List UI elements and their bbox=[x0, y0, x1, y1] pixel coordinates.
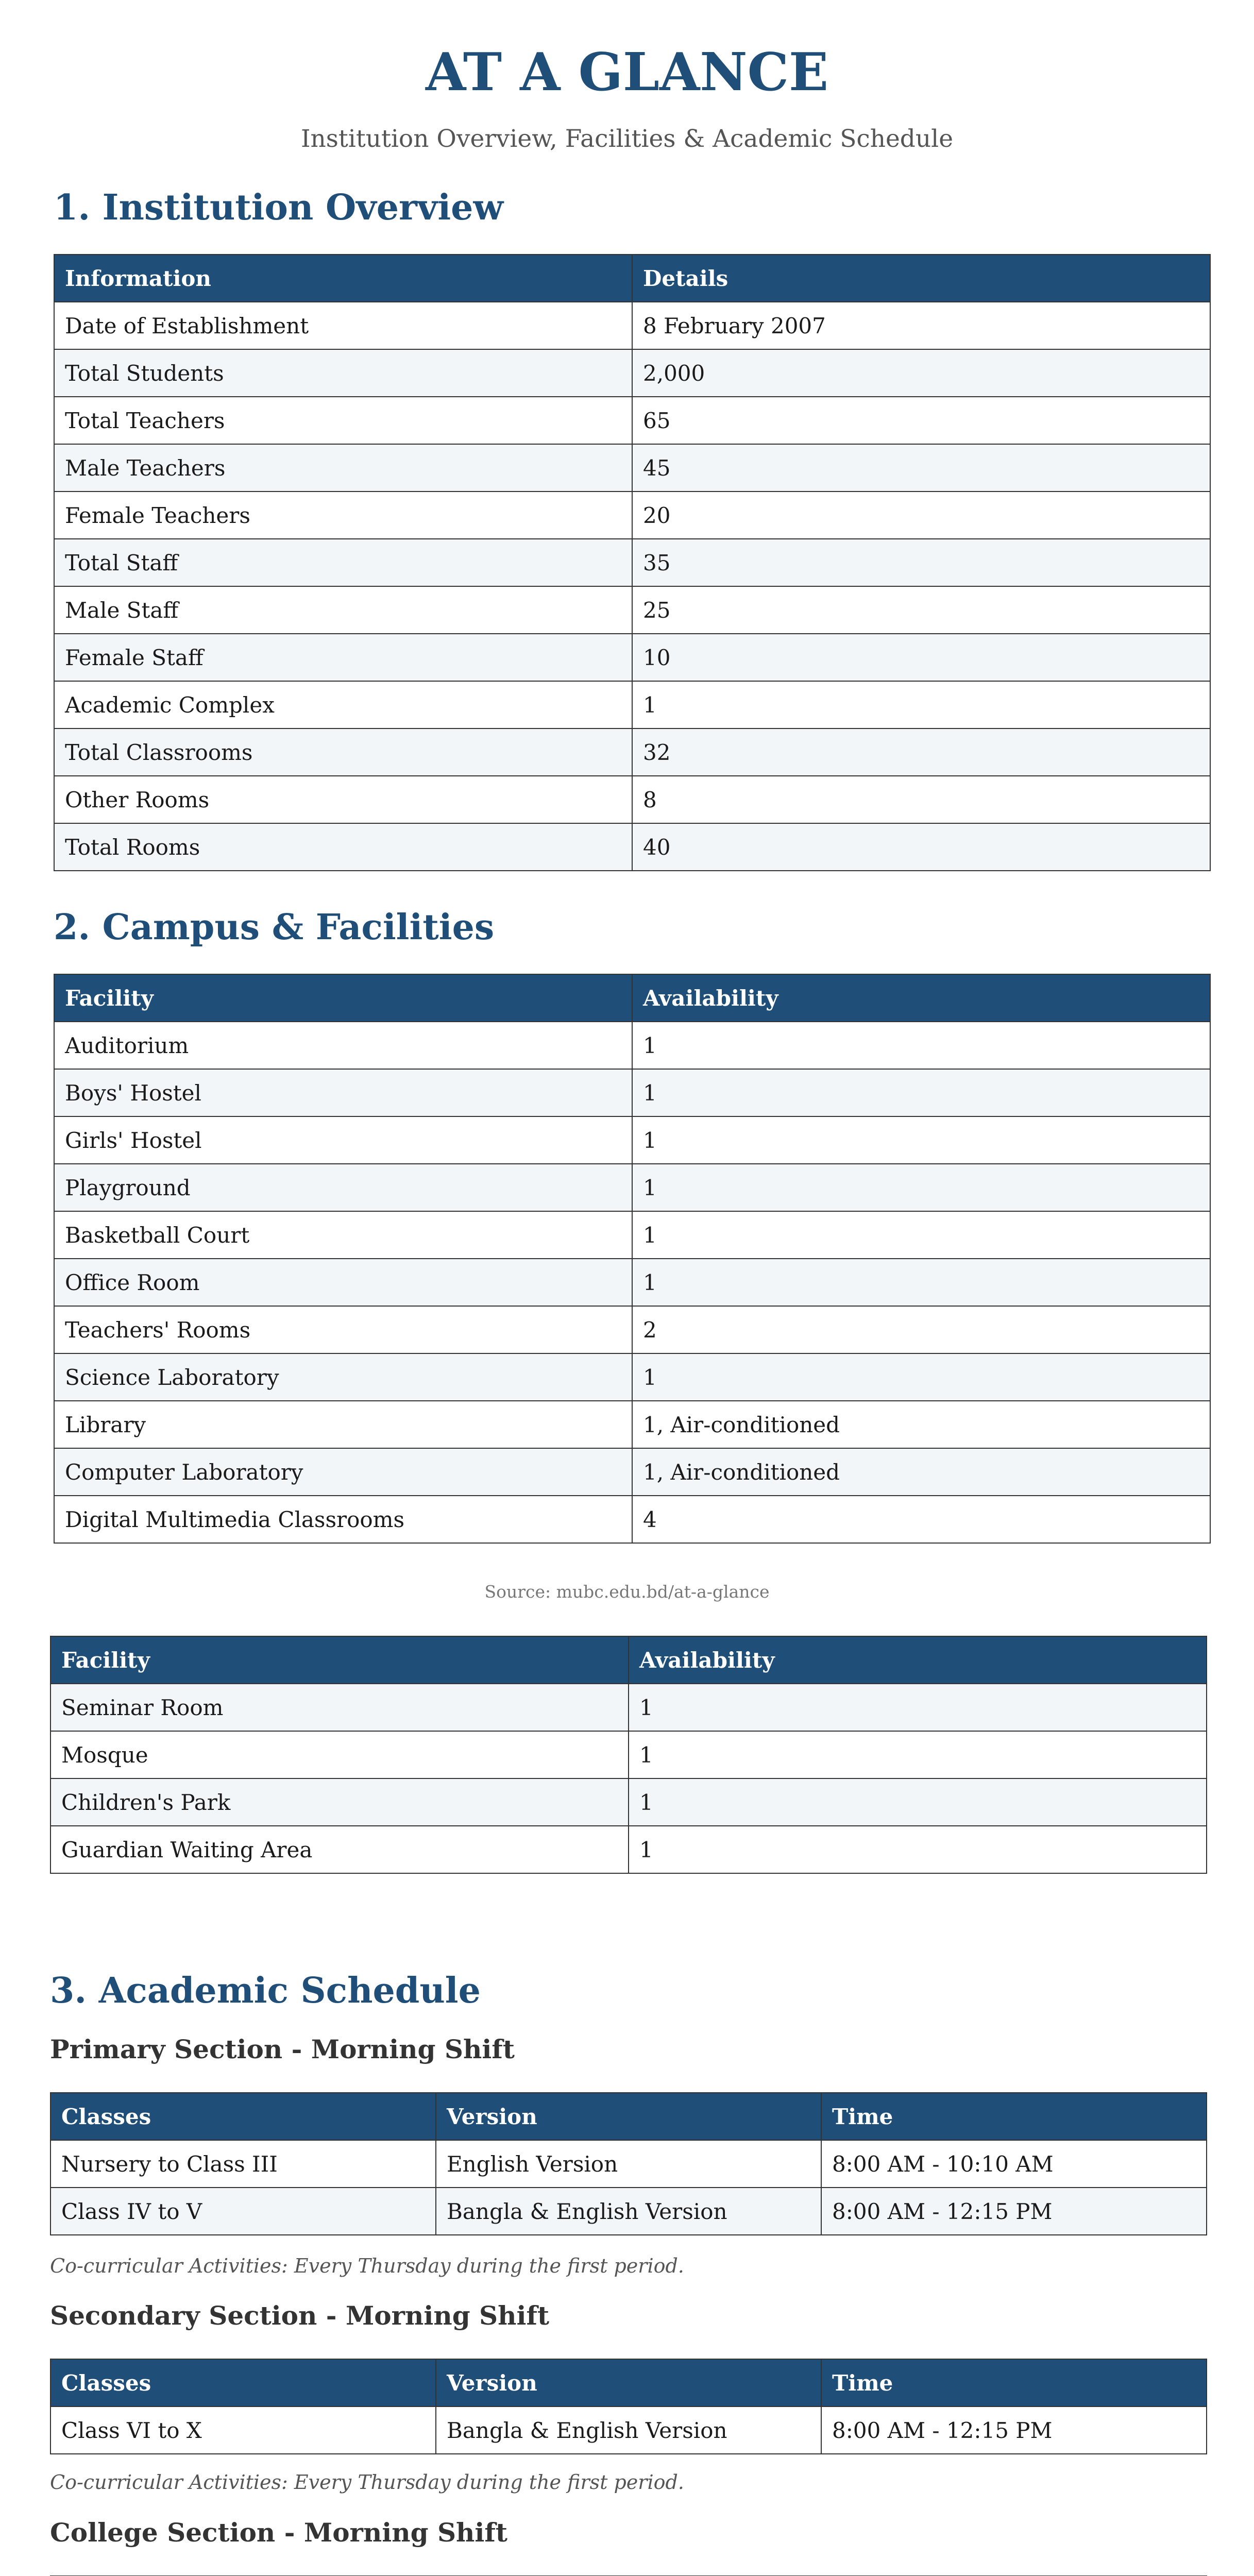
table-row bbox=[54, 1496, 1210, 1543]
table-row bbox=[54, 539, 1210, 586]
table-row bbox=[54, 444, 1210, 492]
column-header: Availability bbox=[632, 974, 1210, 1022]
section-heading-overview: 1. Institution Overview bbox=[54, 187, 503, 228]
column-header: Time bbox=[821, 2093, 1207, 2140]
column-header: Details bbox=[632, 255, 1210, 302]
table-header-row bbox=[54, 255, 1210, 302]
activities-note: Co-curricular Activities: Every Thursday during the first period. bbox=[50, 2255, 684, 2277]
table-cell: 1 bbox=[632, 681, 1210, 728]
table-cell: 1 bbox=[632, 1116, 1210, 1164]
table-cell: 1 bbox=[632, 1259, 1210, 1306]
table-cell: 1 bbox=[632, 1022, 1210, 1069]
table-cell: 2,000 bbox=[632, 349, 1210, 397]
subsection-title-secondary: Secondary Section - Morning Shift bbox=[50, 2300, 550, 2331]
table-cell: Digital Multimedia Classrooms bbox=[54, 1496, 632, 1543]
column-header: Facility bbox=[50, 1636, 629, 1684]
table-row bbox=[50, 2406, 1207, 2454]
table-cell: 65 bbox=[632, 397, 1210, 444]
table-row bbox=[50, 1684, 1207, 1731]
table-cell: 1 bbox=[629, 1778, 1207, 1826]
table-cell: Total Rooms bbox=[54, 823, 632, 871]
page-subtitle: Institution Overview, Facilities & Academic Schedule bbox=[300, 125, 954, 153]
table-cell: 8:00 AM - 10:10 AM bbox=[821, 2140, 1207, 2188]
table-row bbox=[54, 397, 1210, 444]
table-cell: Guardian Waiting Area bbox=[50, 1826, 629, 1873]
overview-table bbox=[54, 254, 1211, 871]
table-cell: 1, Air-conditioned bbox=[632, 1401, 1210, 1448]
table-cell: Playground bbox=[54, 1164, 632, 1211]
table-cell: Seminar Room bbox=[50, 1684, 629, 1731]
activities-note: Co-curricular Activities: Every Thursday during the first period. bbox=[50, 2471, 684, 2494]
subsection-title-primary: Primary Section - Morning Shift bbox=[50, 2034, 515, 2064]
table-cell: Office Room bbox=[54, 1259, 632, 1306]
table-cell: Teachers' Rooms bbox=[54, 1306, 632, 1353]
section-heading-schedule: 3. Academic Schedule bbox=[50, 1970, 481, 2011]
table-row bbox=[54, 1069, 1210, 1116]
table-row bbox=[54, 634, 1210, 681]
table-row bbox=[54, 823, 1210, 871]
table-cell: Female Staff bbox=[54, 634, 632, 681]
table-cell: 1 bbox=[632, 1164, 1210, 1211]
table-cell: 8 February 2007 bbox=[632, 302, 1210, 349]
table-row bbox=[54, 1306, 1210, 1353]
table-row bbox=[50, 2188, 1207, 2235]
table-cell: 2 bbox=[632, 1306, 1210, 1353]
table-cell: Date of Establishment bbox=[54, 302, 632, 349]
table-row bbox=[54, 776, 1210, 823]
table-row bbox=[54, 1259, 1210, 1306]
table-row bbox=[54, 728, 1210, 776]
table-row bbox=[54, 586, 1210, 634]
table-cell: Library bbox=[54, 1401, 632, 1448]
table-cell: Mosque bbox=[50, 1731, 629, 1778]
table-cell: 1 bbox=[629, 1826, 1207, 1873]
table-header-row bbox=[50, 2359, 1207, 2406]
table-cell: 1, Air-conditioned bbox=[632, 1448, 1210, 1496]
table-cell: 1 bbox=[629, 1731, 1207, 1778]
table-cell: 8:00 AM - 12:15 PM bbox=[821, 2406, 1207, 2454]
table-cell: English Version bbox=[436, 2140, 821, 2188]
table-row bbox=[54, 349, 1210, 397]
table-row bbox=[54, 1353, 1210, 1401]
table-cell: Bangla & English Version bbox=[436, 2188, 821, 2235]
page-title: AT A GLANCE bbox=[425, 41, 828, 103]
column-header: Classes bbox=[50, 2093, 436, 2140]
table-row bbox=[54, 492, 1210, 539]
table-row bbox=[54, 1022, 1210, 1069]
column-header: Information bbox=[54, 255, 632, 302]
column-header: Facility bbox=[54, 974, 632, 1022]
table-cell: 25 bbox=[632, 586, 1210, 634]
table-cell: 1 bbox=[629, 1684, 1207, 1731]
table-cell: 1 bbox=[632, 1211, 1210, 1259]
table-cell: Girls' Hostel bbox=[54, 1116, 632, 1164]
section-heading-facilities: 2. Campus & Facilities bbox=[54, 907, 495, 948]
table-header-row bbox=[50, 1636, 1207, 1684]
table-row bbox=[50, 1826, 1207, 1873]
column-header: Classes bbox=[50, 2359, 436, 2406]
table-cell: 10 bbox=[632, 634, 1210, 681]
facilities-table-continued bbox=[50, 1636, 1207, 1874]
table-cell: Nursery to Class III bbox=[50, 2140, 436, 2188]
table-cell: 40 bbox=[632, 823, 1210, 871]
column-header: Version bbox=[436, 2359, 821, 2406]
table-cell: 35 bbox=[632, 539, 1210, 586]
table-header-row bbox=[50, 2093, 1207, 2140]
table-cell: Total Students bbox=[54, 349, 632, 397]
table-row bbox=[50, 1778, 1207, 1826]
table-cell: Children's Park bbox=[50, 1778, 629, 1826]
schedule-table-primary bbox=[50, 2092, 1207, 2235]
table-cell: 1 bbox=[632, 1069, 1210, 1116]
table-cell: 8:00 AM - 12:15 PM bbox=[821, 2188, 1207, 2235]
table-cell: Academic Complex bbox=[54, 681, 632, 728]
table-row bbox=[54, 1211, 1210, 1259]
table-cell: 4 bbox=[632, 1496, 1210, 1543]
column-header: Time bbox=[821, 2359, 1207, 2406]
table-cell: Science Laboratory bbox=[54, 1353, 632, 1401]
table-cell: Class IV to V bbox=[50, 2188, 436, 2235]
table-row bbox=[54, 681, 1210, 728]
facilities-table bbox=[54, 974, 1211, 1544]
table-cell: Male Teachers bbox=[54, 444, 632, 492]
table-cell: Total Staff bbox=[54, 539, 632, 586]
table-row bbox=[54, 1116, 1210, 1164]
column-header: Availability bbox=[629, 1636, 1207, 1684]
table-cell: 45 bbox=[632, 444, 1210, 492]
table-cell: Class VI to X bbox=[50, 2406, 436, 2454]
table-row bbox=[54, 1448, 1210, 1496]
table-cell: Male Staff bbox=[54, 586, 632, 634]
table-cell: Boys' Hostel bbox=[54, 1069, 632, 1116]
table-cell: Other Rooms bbox=[54, 776, 632, 823]
table-cell: 20 bbox=[632, 492, 1210, 539]
subsection-title-college: College Section - Morning Shift bbox=[50, 2517, 508, 2548]
table-cell: Total Teachers bbox=[54, 397, 632, 444]
table-row bbox=[54, 302, 1210, 349]
table-cell: Female Teachers bbox=[54, 492, 632, 539]
table-row bbox=[50, 1731, 1207, 1778]
table-cell: Auditorium bbox=[54, 1022, 632, 1069]
table-row bbox=[54, 1164, 1210, 1211]
table-cell: Total Classrooms bbox=[54, 728, 632, 776]
table-row bbox=[54, 1401, 1210, 1448]
table-cell: Bangla & English Version bbox=[436, 2406, 821, 2454]
table-row bbox=[50, 2140, 1207, 2188]
table-cell: 8 bbox=[632, 776, 1210, 823]
table-cell: Computer Laboratory bbox=[54, 1448, 632, 1496]
schedule-table-secondary bbox=[50, 2359, 1207, 2454]
table-cell: Basketball Court bbox=[54, 1211, 632, 1259]
source-citation: Source: mubc.edu.bd/at-a-glance bbox=[484, 1582, 770, 1602]
table-cell: 32 bbox=[632, 728, 1210, 776]
table-cell: 1 bbox=[632, 1353, 1210, 1401]
column-header: Version bbox=[436, 2093, 821, 2140]
table-header-row bbox=[54, 974, 1210, 1022]
